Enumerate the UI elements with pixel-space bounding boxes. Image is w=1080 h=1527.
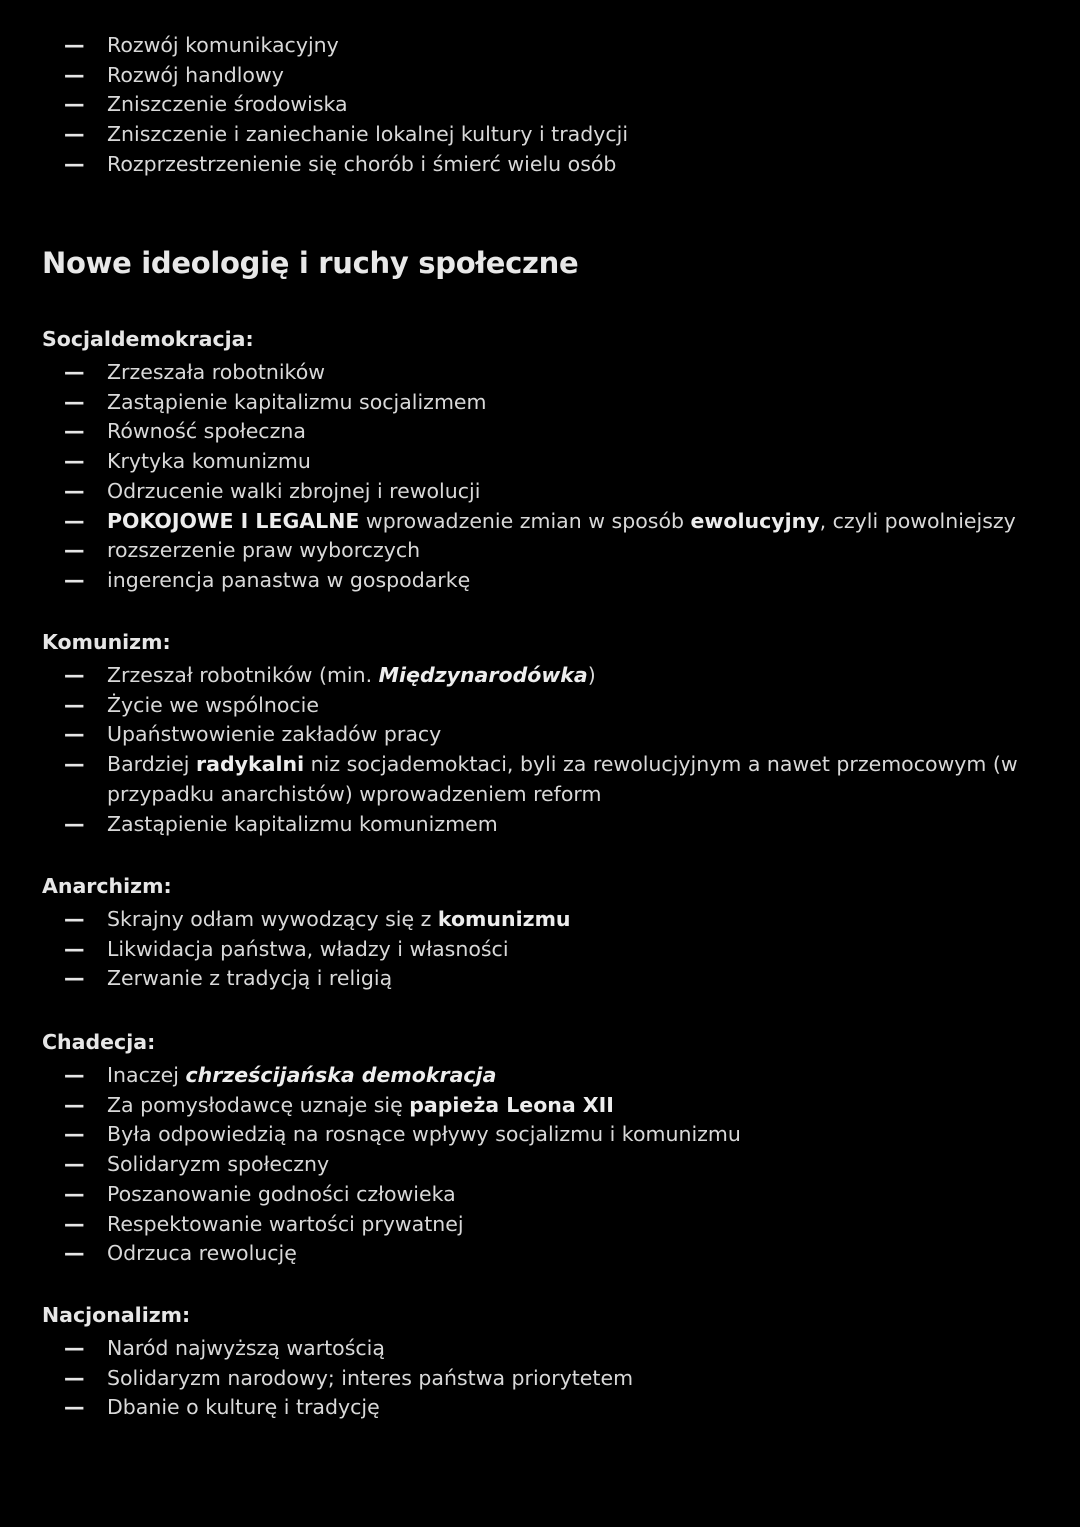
list-item: — rozszerzenie praw wyborczych xyxy=(0,536,1080,566)
section-title: Komunizm: xyxy=(42,630,171,654)
section-anarchizm xyxy=(0,871,1080,994)
section-title: Socjaldemokracja: xyxy=(42,327,254,351)
dash-bullet-icon: — xyxy=(64,1092,85,1117)
list-item: — Zerwanie z tradycją i religią xyxy=(0,964,1080,994)
list-item: — Rozwój komunikacyjny xyxy=(0,31,1080,61)
dash-bullet-icon: — xyxy=(64,1122,85,1147)
dash-bullet-icon: — xyxy=(64,92,85,117)
section-komunizm xyxy=(0,627,1080,839)
list-item: — POKOJOWE I LEGALNE wprowadzenie zmian w sposób ewolucyjny, czyli powolniejszy xyxy=(0,507,1080,537)
section-socjaldemokracja xyxy=(0,324,1080,596)
dash-bullet-icon: — xyxy=(64,811,85,836)
section-list xyxy=(0,358,1080,596)
dash-bullet-icon: — xyxy=(64,389,85,414)
list-item: — Inaczej chrześcijańska demokracja xyxy=(0,1061,1080,1091)
dash-bullet-icon: — xyxy=(64,62,85,87)
list-item: — Solidaryzm społeczny xyxy=(0,1150,1080,1180)
list-item: — Zrzeszała robotników xyxy=(0,358,1080,388)
list-item: — Zniszczenie środowiska xyxy=(0,90,1080,120)
section-nacjonalizm xyxy=(0,1300,1080,1423)
list-item: — Była odpowiedzią na rosnące wpływy socjalizmu i komunizmu xyxy=(0,1120,1080,1150)
section-list xyxy=(0,661,1080,839)
dash-bullet-icon: — xyxy=(64,1211,85,1236)
list-item: — Poszanowanie godności człowieka xyxy=(0,1180,1080,1210)
list-item: — Skrajny odłam wywodzący się z komunizmu xyxy=(0,905,1080,935)
dash-bullet-icon: — xyxy=(64,1395,85,1420)
list-item: — Rozprzestrzenienie się chorób i śmierć wielu osób xyxy=(0,150,1080,180)
section-list xyxy=(0,905,1080,994)
dash-bullet-icon: — xyxy=(64,33,85,57)
dash-bullet-icon: — xyxy=(64,449,85,474)
list-item: — Dbanie o kulturę i tradycję xyxy=(0,1393,1080,1423)
list-item: — Zastąpienie kapitalizmu komunizmem xyxy=(0,810,1080,840)
section-chadecja xyxy=(0,1027,1080,1269)
dash-bullet-icon: — xyxy=(64,538,85,563)
list-item: — Równość społeczna xyxy=(0,417,1080,447)
page-title: Nowe ideologię i ruchy społeczne xyxy=(42,246,579,280)
section-title: Nacjonalizm: xyxy=(42,1303,191,1327)
list-item: — Odrzuca rewolucję xyxy=(0,1239,1080,1269)
list-item: — Krytyka komunizmu xyxy=(0,447,1080,477)
dash-bullet-icon: — xyxy=(64,692,85,717)
dash-bullet-icon: — xyxy=(64,419,85,444)
intro-section xyxy=(0,31,1080,180)
list-item: — Zniszczenie i zaniechanie lokalnej kultury i tradycji xyxy=(0,120,1080,150)
dash-bullet-icon: — xyxy=(64,122,85,147)
dash-bullet-icon: — xyxy=(64,1365,85,1390)
list-item: — ingerencja panastwa w gospodarkę xyxy=(0,566,1080,596)
dash-bullet-icon: — xyxy=(64,478,85,503)
dash-bullet-icon: — xyxy=(64,151,85,176)
section-list xyxy=(0,1061,1080,1269)
dash-bullet-icon: — xyxy=(64,663,85,687)
dash-bullet-icon: — xyxy=(64,360,85,384)
section-title: Chadecja: xyxy=(42,1030,156,1054)
dash-bullet-icon: — xyxy=(64,508,85,533)
dash-bullet-icon: — xyxy=(64,1336,85,1360)
list-item: — Rozwój handlowy xyxy=(0,61,1080,91)
intro-list xyxy=(0,31,1080,180)
section-list xyxy=(0,1334,1080,1423)
list-item: — Likwidacja państwa, władzy i własności xyxy=(0,935,1080,965)
dash-bullet-icon: — xyxy=(64,567,85,592)
list-item: — Respektowanie wartości prywatnej xyxy=(0,1210,1080,1240)
list-item: — Naród najwyższą wartością xyxy=(0,1334,1080,1364)
dash-bullet-icon: — xyxy=(64,1241,85,1266)
list-item: — Odrzucenie walki zbrojnej i rewolucji xyxy=(0,477,1080,507)
list-item: — Bardziej radykalni niz socjademoktaci, byli za rewolucjyjnym a nawet przemocowym (w przypadku anarchistów) wprowadzeniem reform xyxy=(64,752,1018,806)
dash-bullet-icon: — xyxy=(64,722,85,747)
dash-bullet-icon: — xyxy=(64,1063,85,1087)
section-title: Anarchizm: xyxy=(42,874,172,898)
list-item: — Za pomysłodawcę uznaje się papieża Leona XII xyxy=(0,1091,1080,1121)
list-item: — Upaństwowienie zakładów pracy xyxy=(0,720,1080,750)
dash-bullet-icon: — xyxy=(64,752,85,777)
list-item: — Życie we wspólnocie xyxy=(0,691,1080,721)
dash-bullet-icon: — xyxy=(64,1152,85,1177)
dash-bullet-icon: — xyxy=(64,966,85,991)
dash-bullet-icon: — xyxy=(64,936,85,961)
list-item: — Zrzeszał robotników (min. Międzynarodówka) xyxy=(0,661,1080,691)
dash-bullet-icon: — xyxy=(64,907,85,931)
list-item: — Zastąpienie kapitalizmu socjalizmem xyxy=(0,388,1080,418)
dash-bullet-icon: — xyxy=(64,1181,85,1206)
list-item: — Solidaryzm narodowy; interes państwa priorytetem xyxy=(0,1364,1080,1394)
